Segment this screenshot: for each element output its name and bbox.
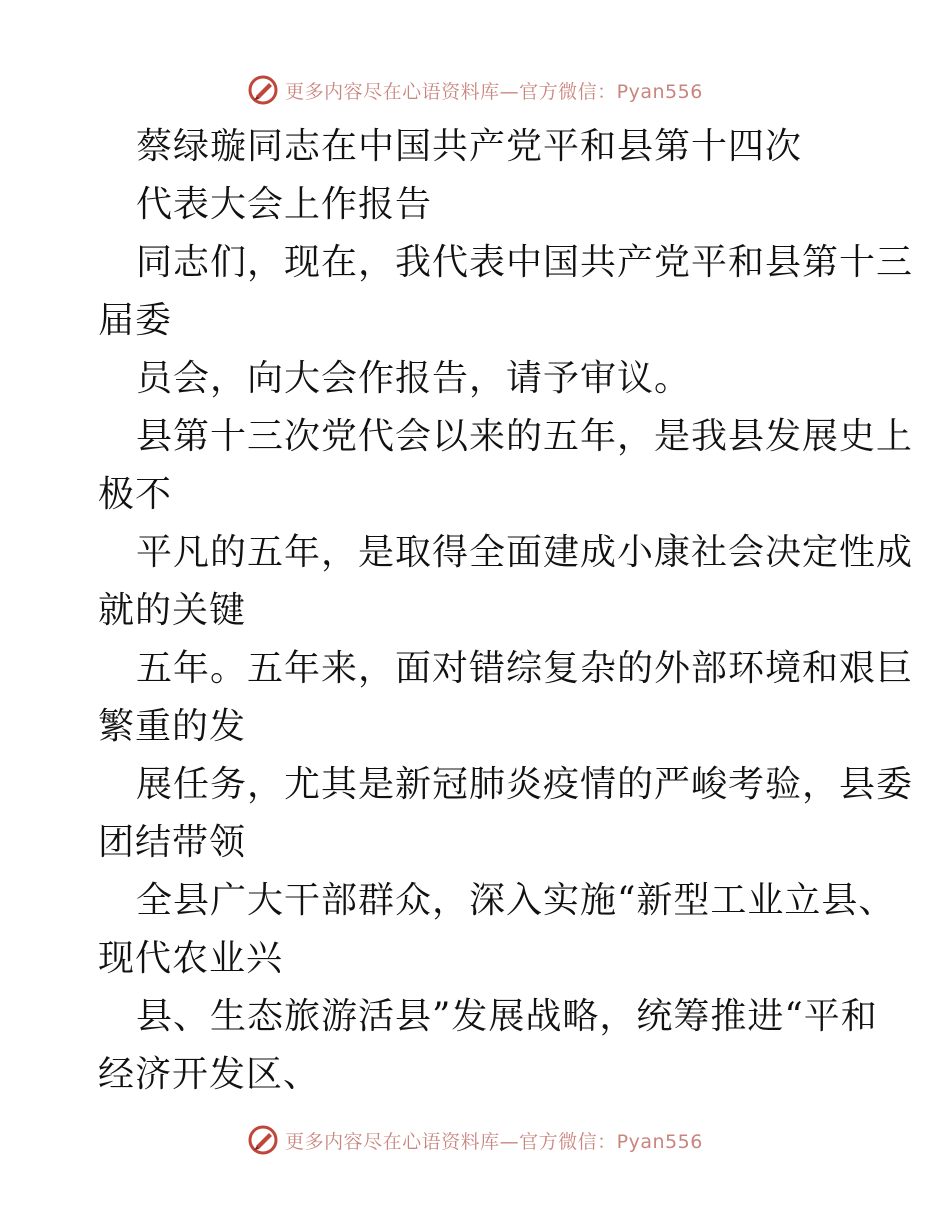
text-line: 繁重的发 bbox=[98, 706, 247, 747]
text-line: 县第十三次党代会以来的五年，是我县发展史上 bbox=[136, 416, 914, 457]
text-line: 展任务，尤其是新冠肺炎疫情的严峻考验，县委 bbox=[136, 764, 914, 805]
text-line: 经济开发区、 bbox=[98, 1054, 321, 1095]
pen-swirl-logo-icon bbox=[247, 74, 279, 106]
text-line: 同志们，现在，我代表中国共产党平和县第十三 bbox=[136, 242, 914, 283]
text-line: 团结带领 bbox=[98, 822, 247, 863]
pen-swirl-logo-icon bbox=[247, 1124, 279, 1156]
text-line: 极不 bbox=[98, 474, 173, 515]
text-line: 代表大会上作报告 bbox=[136, 184, 433, 225]
watermark-banner-bottom bbox=[0, 1120, 950, 1160]
text-line: 县、生态旅游活县”发展战略，统筹推进“平和 bbox=[136, 996, 878, 1037]
watermark-banner-top bbox=[0, 70, 950, 110]
text-line: 全县广大干部群众，深入实施“新型工业立县、 bbox=[136, 880, 896, 921]
watermark-text: 更多内容尽在心语资料库—官方微信：Pyan556 bbox=[285, 80, 703, 103]
text-line: 蔡绿璇同志在中国共产党平和县第十四次 bbox=[136, 126, 803, 167]
text-line: 五年。五年来，面对错综复杂的外部环境和艰巨 bbox=[136, 648, 914, 689]
text-line: 员会，向大会作报告，请予审议。 bbox=[136, 358, 692, 399]
text-line: 届委 bbox=[98, 300, 173, 341]
text-line: 现代农业兴 bbox=[98, 938, 284, 979]
text-line: 平凡的五年，是取得全面建成小康社会决定性成 bbox=[136, 532, 914, 573]
text-line: 就的关键 bbox=[98, 590, 247, 631]
watermark-text: 更多内容尽在心语资料库—官方微信：Pyan556 bbox=[285, 1130, 703, 1153]
document-body bbox=[98, 118, 914, 1104]
